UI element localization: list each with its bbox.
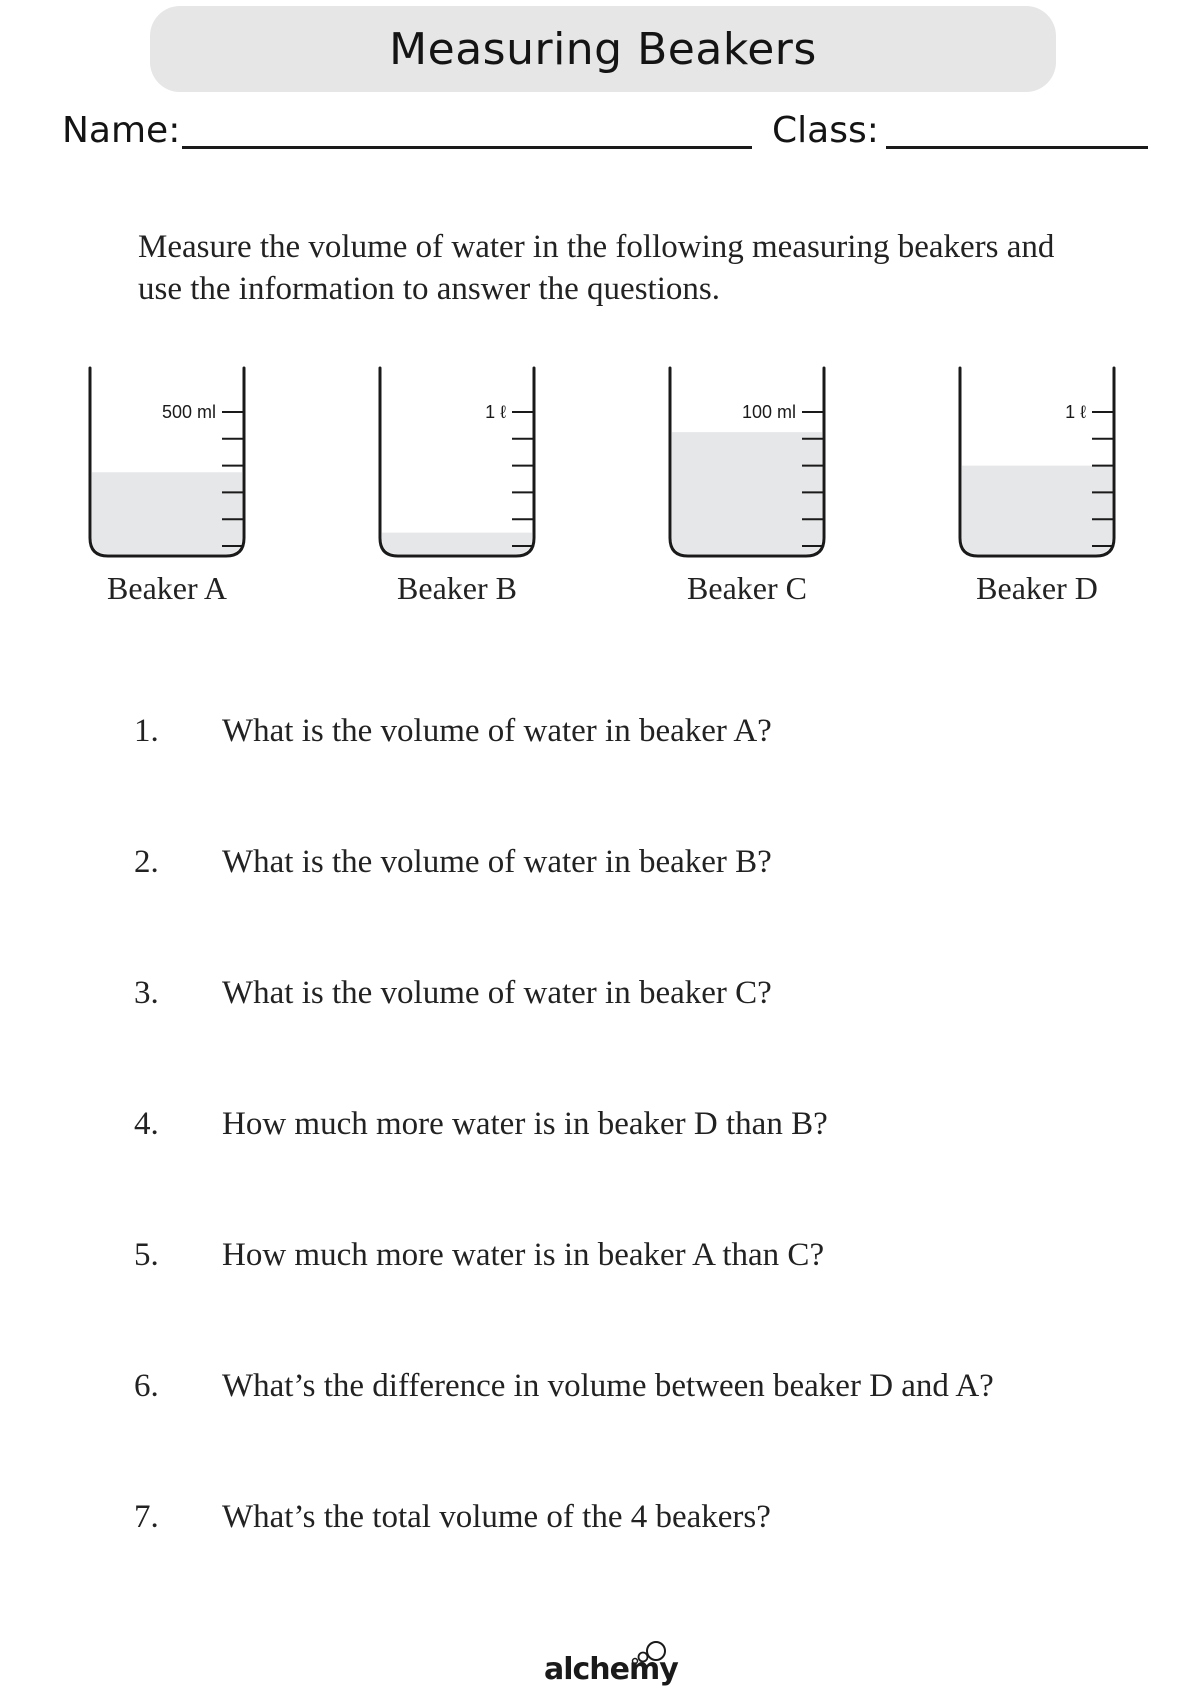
beaker-c bbox=[652, 360, 842, 620]
beaker-b bbox=[362, 360, 552, 620]
beaker-a bbox=[72, 360, 262, 620]
class-label: Class: bbox=[772, 110, 879, 151]
beaker-c-drawing bbox=[652, 360, 842, 570]
beaker-c-label: Beaker C bbox=[687, 570, 807, 606]
alchemy-logo bbox=[544, 1640, 678, 1696]
question-1 bbox=[0, 706, 1200, 756]
question-number: 3. bbox=[134, 975, 159, 1011]
question-number: 5. bbox=[134, 1237, 159, 1273]
class-field[interactable] bbox=[886, 146, 1148, 149]
beaker-row bbox=[0, 360, 1200, 620]
title-banner bbox=[150, 6, 1056, 92]
water-fill bbox=[672, 432, 822, 554]
name-field[interactable] bbox=[182, 146, 752, 149]
question-text: What is the volume of water in beaker B? bbox=[222, 844, 772, 880]
question-number: 7. bbox=[134, 1499, 159, 1535]
beaker-d bbox=[942, 360, 1132, 620]
beaker-b-drawing bbox=[362, 360, 552, 570]
question-text: How much more water is in beaker D than B? bbox=[222, 1106, 828, 1142]
question-number: 2. bbox=[134, 844, 159, 880]
beaker-b-label: Beaker B bbox=[397, 570, 517, 606]
beaker-d-drawing bbox=[942, 360, 1132, 570]
scale-label: 100 ml bbox=[741, 402, 796, 422]
scale-label: 1 ℓ bbox=[1065, 402, 1086, 422]
logo-text: alchemy bbox=[544, 1652, 678, 1687]
scale-label: 500 ml bbox=[161, 402, 216, 422]
question-6 bbox=[0, 1361, 1200, 1411]
question-7 bbox=[0, 1492, 1200, 1542]
beaker-outline bbox=[380, 368, 534, 556]
beaker-a-label: Beaker A bbox=[107, 570, 227, 606]
question-number: 4. bbox=[134, 1106, 159, 1142]
question-3 bbox=[0, 968, 1200, 1018]
question-text: What is the volume of water in beaker A? bbox=[222, 713, 772, 749]
question-text: What’s the difference in volume between beaker D and A? bbox=[222, 1368, 994, 1404]
page-title: Measuring Beakers bbox=[389, 23, 817, 75]
question-5 bbox=[0, 1230, 1200, 1280]
question-2 bbox=[0, 837, 1200, 887]
water-fill bbox=[382, 533, 532, 554]
water-fill bbox=[92, 472, 242, 554]
question-number: 6. bbox=[134, 1368, 159, 1404]
bubbles-icon bbox=[610, 1640, 674, 1666]
beaker-a-drawing bbox=[72, 360, 262, 570]
name-label: Name: bbox=[62, 110, 181, 151]
scale-label: 1 ℓ bbox=[485, 402, 506, 422]
question-text: How much more water is in beaker A than C? bbox=[222, 1237, 825, 1273]
question-text: What’s the total volume of the 4 beakers? bbox=[222, 1499, 771, 1535]
question-4 bbox=[0, 1099, 1200, 1149]
question-text: What is the volume of water in beaker C? bbox=[222, 975, 772, 1011]
water-fill bbox=[962, 466, 1112, 554]
instructions: Measure the volume of water in the following measuring beakers and use the information to answer the questions. bbox=[138, 229, 1055, 307]
beaker-d-label: Beaker D bbox=[976, 570, 1098, 606]
question-number: 1. bbox=[134, 713, 159, 749]
